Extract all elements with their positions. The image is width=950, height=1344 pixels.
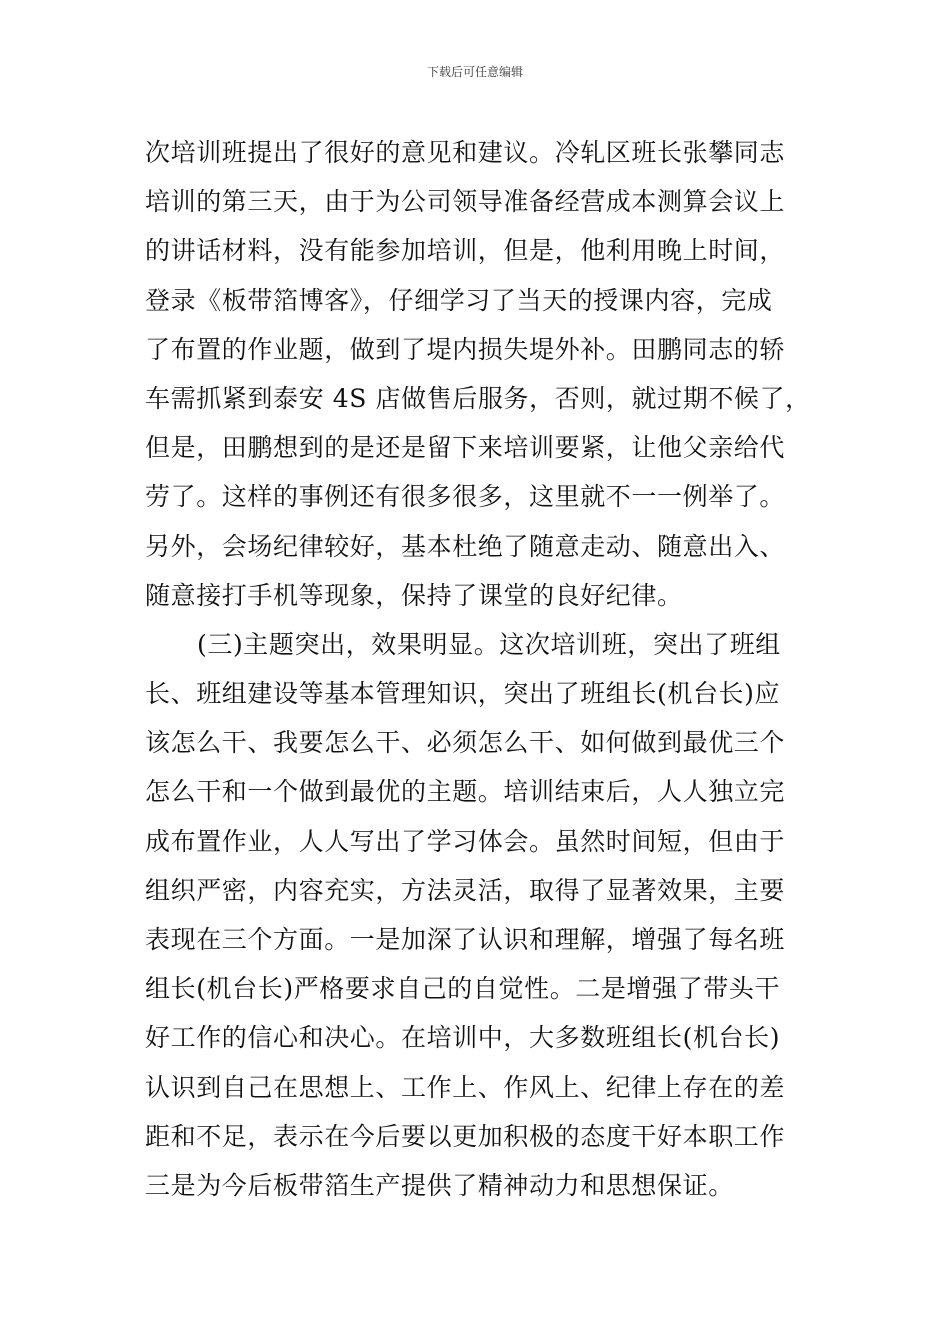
text-line: 另外，会场纪律较好，基本杜绝了随意走动、随意出入、 xyxy=(145,531,786,561)
text-line: 组织严密，内容充实，方法灵活，取得了显著效果，主要 xyxy=(145,875,786,905)
text-line: 了布置的作业题，做到了堤内损失堤外补。田鹏同志的轿 xyxy=(145,334,786,364)
text-line: 劳了。这样的事例还有很多很多，这里就不一一例举了。 xyxy=(145,482,786,512)
text-line: 三是为今后板带箔生产提供了精神动力和思想保证。 xyxy=(145,1170,734,1200)
text-line: 登录《板带箔博客》，仔细学习了当天的授课内容，完成 xyxy=(145,285,773,315)
text-line: 成布置作业，人人写出了学习体会。虽然时间短，但由于 xyxy=(145,826,786,856)
text-line: 怎么干和一个做到最优的主题。培训结束后，人人独立完 xyxy=(145,777,786,807)
text-line: 次培训班提出了很好的意见和建议。冷轧区班长张攀同志 xyxy=(145,138,786,167)
text-line: 随意接打手机等现象，保持了课堂的良好纪律。 xyxy=(145,580,683,610)
text-line: 表现在三个方面。一是加深了认识和理解，增强了每名班 xyxy=(145,925,786,954)
text-line: 培训的第三天，由于为公司领导准备经营成本测算会议上 xyxy=(145,187,786,217)
page-header: 下载后可任意编辑 xyxy=(426,65,523,79)
text-line: 认识到自己在思想上、工作上、作风上、纪律上存在的差 xyxy=(145,1072,786,1102)
text-line: 该怎么干、我要怎么干、必须怎么干、如何做到最优三个 xyxy=(145,728,786,758)
text-line: 长、班组建设等基本管理知识，突出了班组长(机台长)应 xyxy=(145,679,781,709)
text-line: 车需抓紧到泰安 4S 店做售后服务，否则，就过期不候了， xyxy=(145,383,811,413)
document-body xyxy=(145,128,810,1210)
text-line: 的讲话材料，没有能参加培训，但是，他利用晚上时间， xyxy=(145,236,786,266)
text-line: 组长(机台长)严格要求自己的自觉性。二是增强了带头干 xyxy=(145,974,781,1004)
text-line: 距和不足，表示在今后要以更加积极的态度干好本职工作 xyxy=(145,1121,786,1151)
text-line: 但是，田鹏想到的是还是留下来培训要紧，让他父亲给代 xyxy=(145,433,786,463)
text-line: 好工作的信心和决心。在培训中，大多数班组长(机台长) xyxy=(145,1023,781,1053)
paragraph-start-line: (三)主题突出，效果明显。这次培训班，突出了班组 xyxy=(197,629,781,659)
